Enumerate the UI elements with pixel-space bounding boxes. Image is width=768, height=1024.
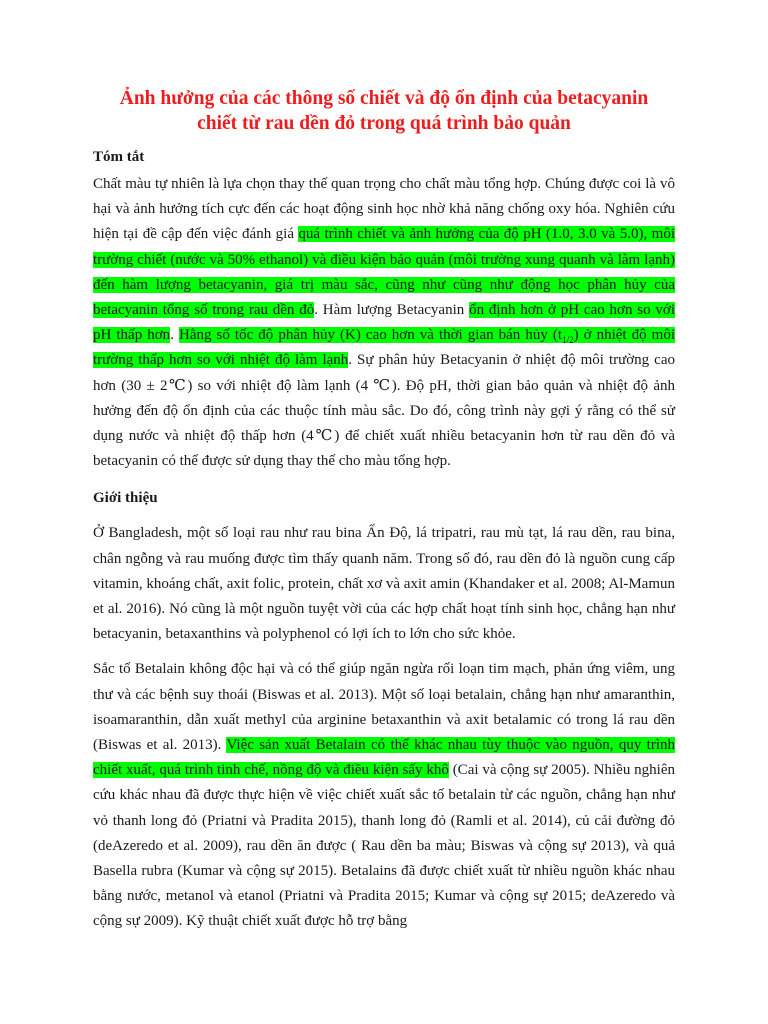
document-title [93, 86, 675, 136]
abstract-text-4: . Sự phân hủy Betacyanin ở nhiệt độ môi trường cao hơn (30 ± 2℃) so với nhiệt độ làm lạnh (4 ℃). Độ pH, thời gian bảo quản và nhiệt độ ảnh hưởng đến độ ổn định của các thuộc tính màu sắc. Do đó, công trình này gợi ý rằng có thể sử dụng nước và nhiệt độ thấp hơn (4℃) để chiết xuất nhiều betacyanin hơn từ rau dền đỏ và betacyanin có thể được sử dụng thay thế cho màu tổng hợp. [93, 352, 675, 470]
abstract-text-1: Chất màu tự nhiên là lựa chọn thay thế quan trọng cho chất màu tổng hợp. Chúng được coi là vô hại và ảnh hưởng tích cực đến các hoạt động sinh học nhờ khả năng chống oxy hóa. Nghiên cứu hiện tại đề cập đến việc đánh giá [93, 176, 675, 243]
intro2-text-1: Sắc tố Betalain không độc hại và có thể giúp ngăn ngừa rối loạn tim mạch, phản ứng viêm, ung thư và các bệnh suy thoái (Biswas et al. 2013). Một số loại betalain, chẳng hạn như amaranthin, isoamaranthin, dẫn xuất methyl của arginine betaxanthin và axit betalamic có trong lá rau dền (Biswas et al. 2013). [93, 661, 675, 754]
abstract-heading: Tóm tắt [93, 149, 145, 165]
intro2-highlight-1: Việc sản xuất Betalain có thể khác nhau tùy thuộc vào nguồn, quy trình chiết xuất, quá trình tinh chế, nồng độ và điều kiện sấy khô [93, 737, 675, 779]
abstract-highlight-3a: Hằng số tốc độ phân hủy (K) cao hơn và thời gian bán hủy (t [178, 327, 563, 344]
intro2-text-2: (Cai và cộng sự 2005). Nhiều nghiên cứu khác nhau đã được thực hiện về việc chiết xuất sắc tố betalain từ các nguồn, chẳng hạn như vỏ thanh long đỏ (Priatni và Pradita 2015), thanh long đỏ (Ramli et al. 2014), củ cải đường đỏ (deAzeredo et al. 2009), rau dền ăn được ( Rau dền ba màu; Biswas và cộng sự 2013), và quả Basella rubra (Kumar và cộng sự 2015). Betalains đã được chiết xuất từ nhiều nguồn khác nhau bằng nước, metanol và etanol (Priatni và Pradita 2015; Kumar và cộng sự 2015; deAzeredo và cộng sự 2009). Kỹ thuật chiết xuất được hỗ trợ bằng [93, 762, 675, 930]
abstract-text-2: . Hàm lượng Betacyanin [314, 302, 470, 319]
abstract-paragraph [93, 172, 675, 474]
intro-paragraph-2 [93, 657, 675, 934]
abstract-highlight-1: quá trình chiết và ảnh hưởng của độ pH (1.0, 3.0 và 5.0), môi trường chiết (nước và 50% ethanol) và điều kiện bảo quản (môi trường xung quanh và làm lạnh) đến hàm lượng betacyanin, giá trị màu sắc, cũng như cũng như động học phân hủy của betacyanin tổng số trong rau dền đỏ [93, 226, 675, 319]
intro-paragraph-1: Ở Bangladesh, một số loại rau như rau bina Ấn Độ, lá tripatri, rau mù tạt, lá rau dền, rau bina, chân ngỗng và rau muống được tìm thấy quanh năm. Trong số đó, rau dền đỏ là nguồn cung cấp vitamin, khoáng chất, axit folic, protein, chất xơ và axit amin (Khandaker et al. 2008; Al-Mamun et al. 2016). Nó cũng là một nguồn tuyệt vời của các hợp chất hoạt tính sinh học, chẳng hạn như betacyanin, betaxanthins và polyphenol có lợi ích to lớn cho sức khỏe. [93, 525, 675, 643]
document-page [93, 86, 675, 935]
title-line-1: Ảnh hưởng của các thông số chiết và độ ổn định của betacyanin [119, 88, 649, 109]
abstract-highlight-2: ổn định hơn ở pH cao hơn so với pH thấp hơn [93, 302, 676, 344]
half-life-subscript: 1/2 [562, 335, 574, 346]
intro-heading: Giới thiệu [93, 490, 158, 507]
title-line-2: chiết từ rau dền đỏ trong quá trình bảo quản [197, 113, 571, 134]
abstract-highlight-3b: ) ở nhiệt độ môi trường thấp hơn so với nhiệt độ làm lạnh [93, 327, 676, 369]
abstract-text-3: . [170, 327, 179, 344]
